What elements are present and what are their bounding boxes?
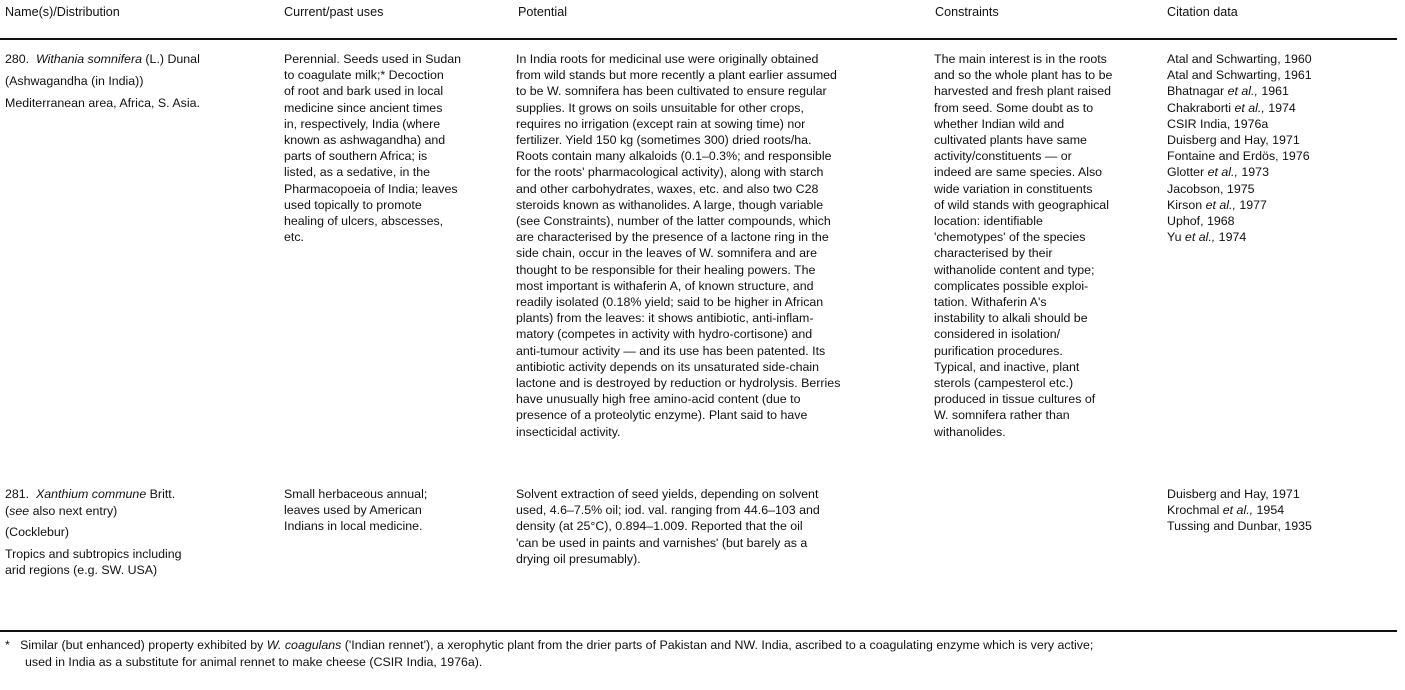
constraints-line: withanolides. [934, 424, 1006, 439]
constraints-line: purification procedures. [934, 343, 1063, 358]
uses-line: medicine since ancient times [284, 100, 443, 115]
footnote-marker: * [5, 638, 10, 652]
constraints-line: W. somnifera rather than [934, 408, 1070, 423]
citation-item: Jacobson, 1975 [1167, 181, 1255, 196]
distribution-line: arid regions (e.g. SW. USA) [5, 563, 158, 577]
constraints-line: of wild stands with geographical [934, 197, 1109, 212]
uses-line: Indians in local medicine. [284, 519, 423, 534]
row-280-uses-cell [284, 51, 509, 245]
constraints-line: whether Indian wild and [934, 116, 1065, 131]
species-name: Xanthium commune [36, 487, 147, 501]
potential-line: have unusually high free amino-acid content (due to [516, 392, 801, 407]
citation-item: Bhatnagar et al., 1961 [1167, 84, 1289, 99]
row-281-potential-cell [516, 486, 926, 567]
row-281-species-line [5, 486, 275, 503]
uses-line: Pharmacopoeia of India; leaves [284, 181, 458, 196]
uses-line: used topically to promote [284, 197, 422, 212]
constraints-line: activity/constituents — or [934, 149, 1072, 164]
constraints-line: Typical, and inactive, plant [934, 359, 1080, 374]
species-authority: Britt. [149, 487, 176, 501]
potential-line: for the roots' pharmacological activity), along with starch [516, 165, 824, 180]
constraints-line: indeed are same species. Also [934, 165, 1103, 180]
uses-line: of root and bark used in local [284, 84, 444, 99]
common-name: (Ashwagandha (in India)) [5, 74, 144, 88]
potential-line: (see Constraints), number of the latter compounds, which [516, 214, 831, 229]
row-280-potential-cell [516, 51, 926, 440]
citation-item: Atal and Schwarting, 1961 [1167, 68, 1312, 83]
constraints-line: characterised by their [934, 246, 1053, 261]
distribution-line: Tropics and subtropics including [5, 547, 182, 561]
citation-item: Fontaine and Erdös, 1976 [1167, 149, 1310, 164]
potential-line: 'can be used in paints and varnishes' (but barely as a [516, 535, 808, 550]
citation-item: Yu et al., 1974 [1167, 230, 1247, 245]
potential-line: drying oil presumably). [516, 551, 641, 566]
potential-line: steroids known as withanolides. A large, though variable [516, 197, 824, 212]
citation-item: Krochmal et al., 1954 [1167, 503, 1285, 518]
citation-item: Duisberg and Hay, 1971 [1167, 487, 1300, 501]
uses-line: in, respectively, India (where [284, 116, 441, 131]
distribution: Mediterranean area, Africa, S. Asia. [5, 96, 200, 110]
footnote [5, 637, 1400, 671]
potential-line: from wild stands but more recently a plant earlier assumed [516, 68, 837, 83]
potential-line: presence of a proteolytic enzyme). Plant said to have [516, 408, 808, 423]
species-name: Withania somnifera [36, 52, 142, 66]
constraints-line: cultivated plants have same [934, 133, 1087, 148]
header-potential: Potential [518, 5, 568, 19]
row-281-name-cell [5, 486, 275, 578]
constraints-line: location: identifiable [934, 214, 1043, 229]
uses-line: healing of ulcers, abscesses, [284, 214, 444, 229]
potential-line: plants) from the leaves: it shows antibiotic, anti-inflam- [516, 311, 814, 326]
constraints-line: sterols (campesterol etc.) [934, 376, 1074, 391]
constraints-line: produced in tissue cultures of [934, 392, 1096, 407]
footnote-rule [0, 630, 1397, 632]
header-rule [0, 38, 1397, 40]
constraints-line: from seed. Some doubt as to [934, 100, 1094, 115]
header-current-past-uses: Current/past uses [284, 5, 384, 19]
potential-line: to be W. somnifera has been cultivated to ensure regular [516, 84, 827, 99]
entry-number: 280. [5, 52, 30, 66]
potential-line: In India roots for medicinal use were originally obtained [516, 52, 819, 66]
potential-line: Solvent extraction of seed yields, depending on solvent [516, 487, 819, 501]
citation-item: Uphof, 1968 [1167, 214, 1235, 229]
potential-line: are characterised by the presence of a lactone ring in the [516, 230, 829, 245]
row-280-constraints-cell [934, 51, 1159, 440]
citation-item: CSIR India, 1976a [1167, 116, 1269, 131]
uses-line: known as ashwagandha) and [284, 133, 446, 148]
potential-line: fertilizer. Yield 150 kg (sometimes 300) dried roots/ha. [516, 133, 812, 148]
potential-line: matory (competes in activity with hydro-cortisone) and [516, 327, 813, 342]
uses-line: parts of southern Africa; is [284, 149, 428, 164]
common-name: (Cocklebur) [5, 525, 70, 539]
row-280-species-line [5, 50, 275, 68]
constraints-line: tation. Withaferin A's [934, 295, 1047, 310]
constraints-line: harvested and fresh plant raised [934, 84, 1112, 99]
potential-line: lactone and is destroyed by reduction or hydrolysis. Berries [516, 376, 841, 391]
header-citation-data: Citation data [1167, 5, 1238, 19]
potential-line: and other carbohydrates, waxes, etc. and also two C28 [516, 181, 819, 196]
constraints-line: complicates possible exploi- [934, 278, 1089, 293]
potential-line: readily isolated (0.18% yield; said to be higher in African [516, 295, 824, 310]
potential-line: anti-tumour activity — and its use has been patented. Its [516, 343, 826, 358]
see-also-note: (see also next entry) [5, 504, 118, 518]
potential-line: antibiotic activity depends on its unsaturated side-chain [516, 359, 820, 374]
citation-item: Glotter et al., 1973 [1167, 165, 1269, 180]
uses-line: etc. [284, 230, 304, 245]
potential-line: requires no irrigation (except rain at sowing time) nor [516, 116, 806, 131]
citation-item: Duisberg and Hay, 1971 [1167, 133, 1300, 148]
footnote-line-2: used in India as a substitute for animal rennet to make cheese (CSIR India, 1976a). [25, 655, 483, 669]
footnote-line-1: * Similar (but enhanced) property exhibited by W. coagulans ('Indian rennet'), a xerophytic plant from the drier parts of Pakistan and NW. India, ascribed to a coagulating enzyme which is very active; [5, 638, 1094, 652]
potential-line: supplies. It grows on soils unsuitable for other crops, [516, 100, 804, 115]
row-281-citations-cell [1167, 486, 1402, 535]
potential-line: insecticidal activity. [516, 424, 621, 439]
citation-item: Chakraborti et al., 1974 [1167, 100, 1296, 115]
uses-line: to coagulate milk;* Decoction [284, 68, 444, 83]
citation-item: Tussing and Dunbar, 1935 [1167, 519, 1312, 534]
potential-line: density (at 25°C), 0.894–1.009. Reported that the oil [516, 519, 803, 534]
entry-number: 281. [5, 487, 30, 501]
potential-line: side chain, occur in the leaves of W. somnifera and are [516, 246, 817, 261]
constraints-line: and so the whole plant has to be [934, 68, 1113, 83]
potential-line: most important is withaferin A, of known structure, and [516, 278, 814, 293]
constraints-line: withanolide content and type; [934, 262, 1095, 277]
species-authority: (L.) Dunal [145, 52, 200, 66]
uses-line: listed, as a sedative, in the [284, 165, 431, 180]
citation-item: Kirson et al., 1977 [1167, 197, 1267, 212]
potential-line: thought to be responsible for their healing powers. The [516, 262, 816, 277]
uses-line: leaves used by American [284, 503, 422, 518]
constraints-line: 'chemotypes' of the species [934, 230, 1086, 245]
citation-item: Atal and Schwarting, 1960 [1167, 52, 1312, 66]
header-name-distribution: Name(s)/Distribution [5, 5, 120, 19]
constraints-line: The main interest is in the roots [934, 52, 1107, 66]
row-280-name-cell [5, 50, 275, 112]
row-281-uses-cell [284, 486, 509, 535]
row-280-citations-cell [1167, 51, 1402, 245]
constraints-line: considered in isolation/ [934, 327, 1061, 342]
potential-line: Roots contain many alkaloids (0.1–0.3%; and responsible [516, 149, 832, 164]
uses-line: Perennial. Seeds used in Sudan [284, 52, 462, 66]
header-constraints: Constraints [935, 5, 999, 19]
constraints-line: wide variation in constituents [934, 181, 1093, 196]
uses-line: Small herbaceous annual; [284, 487, 428, 501]
constraints-line: instability to alkali should be [934, 311, 1088, 326]
potential-line: used, 4.6–7.5% oil; iod. val. ranging from 44.6–103 and [516, 503, 820, 518]
